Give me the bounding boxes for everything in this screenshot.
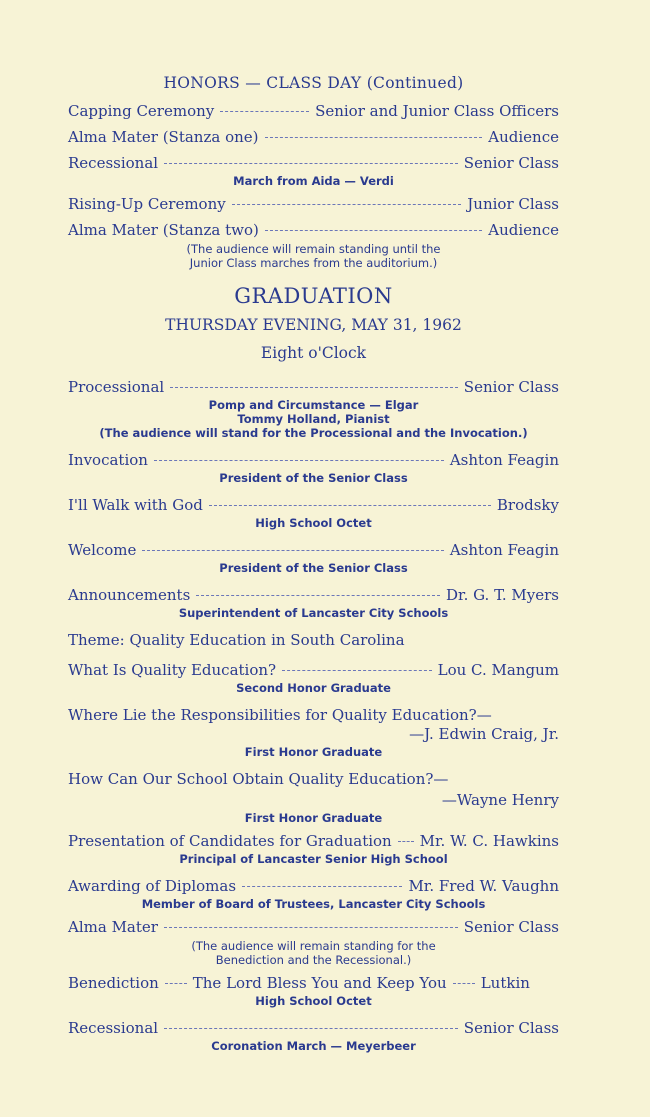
graduation-time: Eight o'Clock: [260, 344, 367, 362]
leader-dots: [265, 230, 482, 231]
program-subline: President of the Senior Class: [219, 471, 408, 485]
leader-dots: [164, 1028, 458, 1029]
leader-dots: [265, 137, 483, 138]
program-page: [68, 70, 559, 1053]
leader-dots: [196, 595, 440, 596]
program-subline: Pomp and Circumstance — Elgar: [208, 398, 419, 412]
program-note: Junior Class marches from the auditorium.): [189, 256, 438, 270]
program-theme: Theme: Quality Education in South Carolina: [68, 631, 405, 649]
program-subline: Superintendent of Lancaster City Schools: [178, 606, 449, 620]
graduation-date: THURSDAY EVENING, MAY 31, 1962: [165, 316, 462, 334]
program-line: Recessional Senior Class: [68, 1019, 559, 1037]
leader-dots: [164, 163, 458, 164]
leader-dots: [220, 111, 309, 112]
program-line: Alma Mater (Stanza one) Audience: [68, 128, 559, 146]
leader-dots: [453, 983, 475, 984]
program-line: Awarding of Diplomas Mr. Fred W. Vaughn: [68, 877, 559, 895]
program-subline: President of the Senior Class: [219, 561, 408, 575]
program-line: Presentation of Candidates for Graduation Mr. W. C. Hawkins: [68, 832, 559, 850]
program-speech: How Can Our School Obtain Quality Education?—: [68, 770, 449, 788]
program-subline: High School Octet: [255, 516, 372, 530]
program-speech: Where Lie the Responsibilities for Quality Education?—: [68, 706, 492, 724]
program-subline: First Honor Graduate: [244, 745, 383, 759]
program-line: Alma Mater Senior Class: [68, 918, 559, 936]
program-subline: Principal of Lancaster Senior High School: [179, 852, 448, 866]
program-line: Benediction The Lord Bless You and Keep You Lutkin: [68, 974, 530, 992]
leader-dots: [170, 387, 458, 388]
leader-dots: [398, 841, 414, 842]
program-line: Capping Ceremony Senior and Junior Class Officers: [68, 102, 559, 120]
leader-dots: [154, 460, 444, 461]
program-line: Invocation Ashton Feagin: [68, 451, 559, 469]
program-line: Recessional Senior Class: [68, 154, 559, 172]
leader-dots: [232, 204, 462, 205]
program-subline: Member of Board of Trustees, Lancaster City Schools: [141, 897, 486, 911]
program-line: Alma Mater (Stanza two) Audience: [68, 221, 559, 239]
program-note: (The audience will remain standing for the: [191, 939, 436, 953]
leader-dots: [164, 927, 458, 928]
program-subline: March from Aida — Verdi: [233, 174, 394, 188]
leader-dots: [242, 886, 402, 887]
program-line: I'll Walk with God Brodsky: [68, 496, 559, 514]
program-line: Rising-Up Ceremony Junior Class: [68, 195, 559, 213]
program-subline: Second Honor Graduate: [236, 681, 391, 695]
program-subline: First Honor Graduate: [244, 811, 383, 825]
program-speaker: —Wayne Henry: [441, 791, 559, 809]
program-subline: Tommy Holland, Pianist: [237, 412, 390, 426]
leader-dots: [282, 670, 432, 671]
program-subline: High School Octet: [255, 994, 372, 1008]
program-note: (The audience will stand for the Processional and the Invocation.): [99, 426, 528, 440]
program-note: (The audience will remain standing until the: [186, 242, 441, 256]
leader-dots: [165, 983, 187, 984]
graduation-title: GRADUATION: [234, 284, 393, 308]
program-note: Benediction and the Recessional.): [215, 953, 412, 967]
program-line: What Is Quality Education? Lou C. Mangum: [68, 661, 559, 679]
program-line: Announcements Dr. G. T. Myers: [68, 586, 559, 604]
program-subline: Coronation March — Meyerbeer: [211, 1039, 416, 1053]
program-line: Welcome Ashton Feagin: [68, 541, 559, 559]
honors-heading: HONORS — CLASS DAY (Continued): [163, 74, 464, 92]
leader-dots: [142, 550, 443, 551]
program-line: Processional Senior Class: [68, 378, 559, 396]
leader-dots: [209, 505, 491, 506]
program-speaker: —J. Edwin Craig, Jr.: [409, 725, 559, 743]
